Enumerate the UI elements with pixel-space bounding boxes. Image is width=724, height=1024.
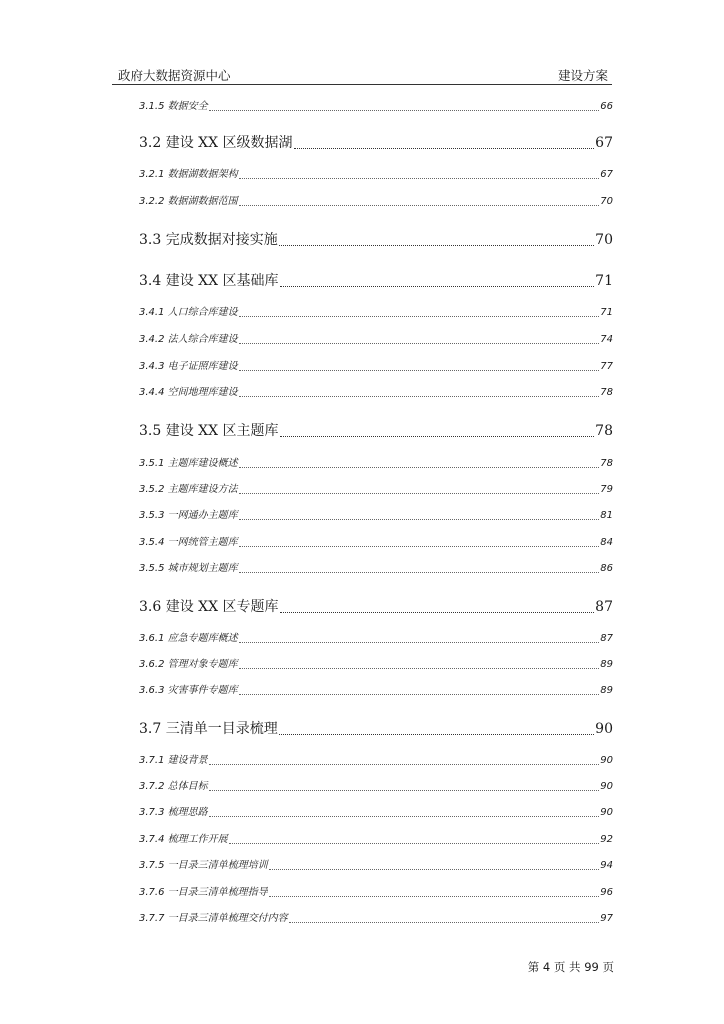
- toc-entry-title: 3.4.2 法人综合库建设: [139, 334, 238, 345]
- dot-leader: [269, 868, 600, 870]
- toc-entry-page: 71: [595, 273, 613, 289]
- dot-leader: [280, 435, 595, 437]
- dot-leader: [209, 109, 600, 111]
- toc-entry-title: 3.7.3 梳理思路: [139, 807, 208, 818]
- toc-entry-page: 89: [600, 685, 613, 696]
- toc-entry-title: 3.7 三清单一目录梳理: [139, 721, 278, 737]
- toc-entry-title: 3.5.1 主题库建设概述: [139, 458, 238, 469]
- toc-entry-page: 74: [600, 334, 613, 345]
- toc-entry-title: 3.7.5 一目录三清单梳理培训: [139, 860, 268, 871]
- toc-entry[interactable]: [139, 230, 613, 250]
- dot-leader: [209, 763, 600, 765]
- toc-entry-title: 3.6.2 管理对象专题库: [139, 659, 238, 670]
- toc-entry-page: 70: [600, 196, 613, 207]
- dot-leader: [294, 147, 595, 149]
- dot-leader: [239, 545, 600, 547]
- dot-leader: [239, 177, 600, 179]
- toc-entry-title: 3.7.6 一目录三清单梳理指导: [139, 887, 268, 898]
- toc-entry[interactable]: [139, 859, 613, 873]
- dot-leader: [239, 395, 600, 397]
- toc-entry[interactable]: [139, 457, 613, 471]
- toc-entry-title: 3.7.1 建设背景: [139, 755, 208, 766]
- toc-entry[interactable]: [139, 684, 613, 698]
- page-header: [112, 62, 612, 85]
- toc-entry-page: 66: [600, 101, 613, 112]
- toc-entry[interactable]: [139, 306, 613, 320]
- dot-leader: [279, 244, 594, 246]
- toc-entry[interactable]: [139, 360, 613, 374]
- toc-entry[interactable]: [139, 912, 613, 926]
- toc-entry-page: 90: [600, 807, 613, 818]
- dot-leader: [269, 895, 600, 897]
- toc-entry-title: 3.3 完成数据对接实施: [139, 232, 278, 248]
- toc-entry[interactable]: [139, 806, 613, 820]
- toc-entry[interactable]: [139, 886, 613, 900]
- toc-entry-page: 90: [595, 721, 613, 737]
- toc-entry[interactable]: [139, 658, 613, 672]
- toc-entry-page: 78: [595, 423, 613, 439]
- toc-entry[interactable]: [139, 562, 613, 576]
- toc-entry-page: 77: [600, 361, 613, 372]
- toc-entry-page: 70: [595, 232, 613, 248]
- toc-entry[interactable]: [139, 483, 613, 497]
- toc-entry-title: 3.2.2 数据湖数据范围: [139, 196, 238, 207]
- toc-entry[interactable]: [139, 195, 613, 209]
- toc-entry-title: 3.5.5 城市规划主题库: [139, 563, 238, 574]
- dot-leader: [239, 518, 600, 520]
- toc-entry-title: 3.5 建设 XX 区主题库: [139, 423, 279, 439]
- toc-entry[interactable]: [139, 333, 613, 347]
- toc-entry-page: 96: [600, 887, 613, 898]
- dot-leader: [209, 789, 600, 791]
- toc-entry-page: 87: [595, 599, 613, 615]
- toc-entry-page: 90: [600, 781, 613, 792]
- toc-entry-title: 3.1.5 数据安全: [139, 101, 208, 112]
- toc-entry-page: 89: [600, 659, 613, 670]
- toc-entry-title: 3.6.1 应急专题库概述: [139, 633, 238, 644]
- toc-entry-page: 86: [600, 563, 613, 574]
- page-footer: 第 4 页 共 99 页: [527, 960, 614, 974]
- dot-leader: [239, 571, 600, 573]
- dot-leader: [239, 641, 600, 643]
- dot-leader: [280, 611, 595, 613]
- dot-leader: [239, 315, 600, 317]
- toc-entry-page: 78: [600, 458, 613, 469]
- dot-leader: [280, 285, 595, 287]
- toc-entry-page: 79: [600, 484, 613, 495]
- toc-entry[interactable]: [139, 168, 613, 182]
- dot-leader: [239, 369, 600, 371]
- dot-leader: [289, 921, 600, 923]
- header-org-title: 政府大数据资源中心: [118, 68, 231, 83]
- dot-leader: [209, 815, 600, 817]
- toc-entry[interactable]: [139, 509, 613, 523]
- toc-entry-title: 3.4.1 人口综合库建设: [139, 307, 238, 318]
- toc-entry[interactable]: [139, 754, 613, 768]
- toc-entry-title: 3.6.3 灾害事件专题库: [139, 685, 238, 696]
- toc-entry-page: 84: [600, 537, 613, 548]
- toc-entry-title: 3.7.4 梳理工作开展: [139, 834, 228, 845]
- toc-entry-page: 90: [600, 755, 613, 766]
- dot-leader: [239, 667, 600, 669]
- dot-leader: [239, 204, 600, 206]
- toc-entry-page: 94: [600, 860, 613, 871]
- toc-entry-page: 81: [600, 510, 613, 521]
- toc-entry-page: 87: [600, 633, 613, 644]
- toc-entry-title: 3.4 建设 XX 区基础库: [139, 273, 279, 289]
- toc-entry-title: 3.5.2 主题库建设方法: [139, 484, 238, 495]
- toc-entry-title: 3.4.4 空间地理库建设: [139, 387, 238, 398]
- toc-entry-page: 78: [600, 387, 613, 398]
- dot-leader: [239, 466, 600, 468]
- dot-leader: [239, 693, 600, 695]
- toc-entry[interactable]: [139, 271, 613, 291]
- dot-leader: [239, 492, 600, 494]
- toc-entry-title: 3.7.2 总体目标: [139, 781, 208, 792]
- toc-entry-title: 3.6 建设 XX 区专题库: [139, 599, 279, 615]
- toc-entry-page: 71: [600, 307, 613, 318]
- toc-entry-title: 3.5.4 一网统管主题库: [139, 537, 238, 548]
- toc-entry-title: 3.2 建设 XX 区级数据湖: [139, 135, 293, 151]
- toc-entry[interactable]: [139, 421, 613, 441]
- dot-leader: [229, 842, 600, 844]
- toc-entry[interactable]: [139, 780, 613, 794]
- header-doc-title: 建设方案: [557, 68, 608, 83]
- toc-entry-page: 67: [600, 169, 613, 180]
- toc-entry[interactable]: [139, 100, 613, 114]
- toc-entry-page: 92: [600, 834, 613, 845]
- toc-entry[interactable]: [139, 133, 613, 153]
- toc-entry-title: 3.7.7 一目录三清单梳理交付内容: [139, 913, 288, 924]
- toc-entry-page: 97: [600, 913, 613, 924]
- toc-entry-title: 3.4.3 电子证照库建设: [139, 361, 238, 372]
- toc-entry[interactable]: [139, 597, 613, 617]
- toc-entry[interactable]: [139, 386, 613, 400]
- toc-entry[interactable]: [139, 833, 613, 847]
- toc-entry[interactable]: [139, 536, 613, 550]
- toc-entry-page: 67: [595, 135, 613, 151]
- toc-entry[interactable]: [139, 719, 613, 739]
- toc-entry[interactable]: [139, 632, 613, 646]
- toc-entry-title: 3.2.1 数据湖数据架构: [139, 169, 238, 180]
- toc-entry-title: 3.5.3 一网通办主题库: [139, 510, 238, 521]
- dot-leader: [279, 733, 594, 735]
- dot-leader: [239, 342, 600, 344]
